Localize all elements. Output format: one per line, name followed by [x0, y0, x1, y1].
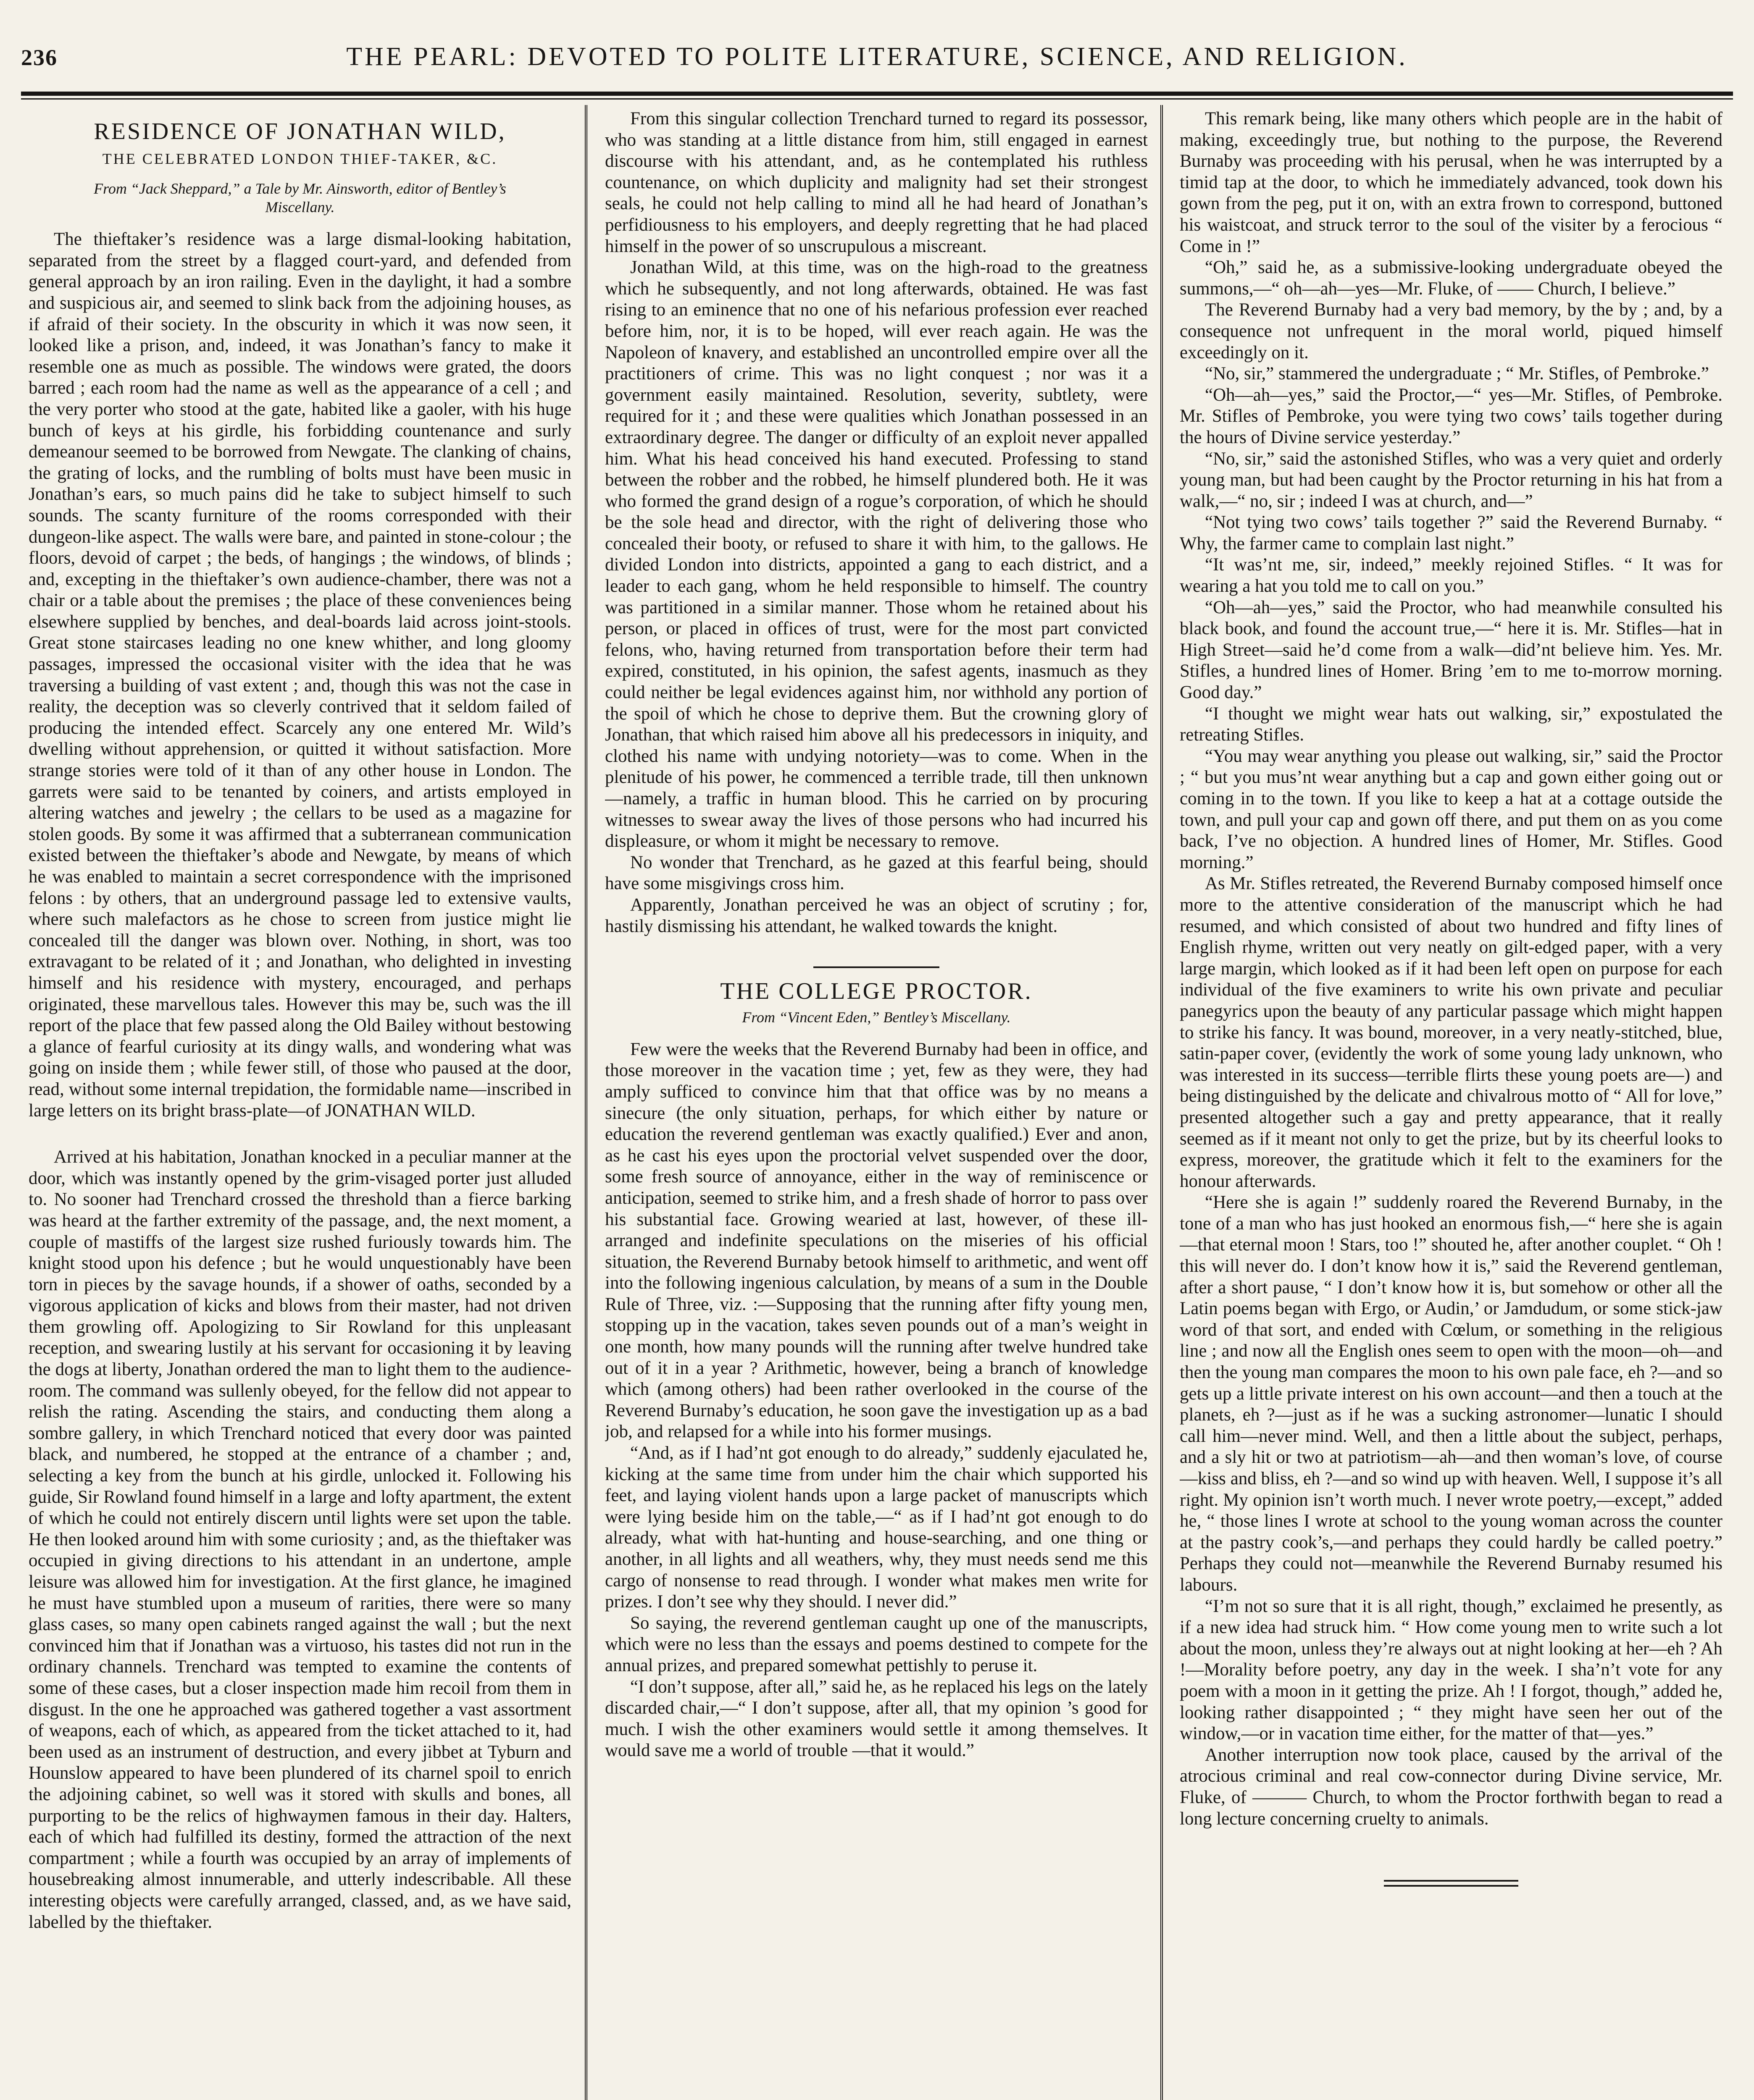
column-3	[1180, 108, 1722, 2100]
column-divider	[1160, 105, 1163, 2100]
paragraph: “Oh—ah—yes,” said the Proctor,—“ yes—Mr. Stifles, of Pembroke. Mr. Stifles of Pembroke, you were tying two cows’ tails together during the hours of Divine service yesterday.”	[1180, 385, 1722, 447]
paragraph: “I thought we might wear hats out walking, sir,” expostulated the retreating Stifles.	[1180, 704, 1722, 745]
paragraph: “I don’t suppose, after all,” said he, as he replaced his legs on the lately discarded chair,—“ I don’t suppose, after all, that my opinion ’s good for much. I wish the other examiners would settle it among themselves. It would save me a world of trouble —that it would.”	[605, 1677, 1148, 1761]
paragraph: “I’m not so sure that it is all right, though,” exclaimed he presently, as if a new idea had struck him. “ How come young men to write such a lot about the moon, unless they’re always out at night looking at her—eh ? Ah !—Morality before poetry, any day in the week. I sha’n’t vote for any poem with a moon in it getting the prize. Ah ! I forgot, though,” added he, looking rather disappointed ; “ they might have seen her out of the window,—or in vacation time either, for the matter of that—yes.”	[1180, 1596, 1722, 1744]
paragraph: The Reverend Burnaby had a very bad memory, by the by ; and, by a consequence not unfrequent in the moral world, piqued himself exceedingly on it.	[1180, 300, 1722, 362]
paragraph: Few were the weeks that the Reverend Burnaby had been in office, and those moreover in the vacation time ; yet, few as they were, they had amply sufficed to convince him that that office was by no means a sinecure (the only situation, perhaps, for which either by nature or education the reverend gentleman was exactly qualified.) Ever and anon, as he cast his eyes upon the proctorial velvet suspended over the door, some fresh source of annoyance, either in the way of reminiscence or anticipation, seemed to strike him, and a fresh shade of horror to pass over his substantial face. Growing wearied at last, however, of these ill-arranged and indefinite speculations on the miseries of his official situation, the Reverend Burnaby betook himself to arithmetic, and went off into the following ingenious calculation, by means of a sum in the Double Rule of Three, viz. :—Supposing that the running after fifty young men, stopping up in the vacation, takes seven pounds out of a man’s weight in one month, how many pounds will the running after twelve hundred take out of it in a year ? Arithmetic, however, being a branch of knowledge which (among others) had been rather overlooked in the course of the Reverend Burnaby’s education, he soon gave the investigation up as a bad job, and relapsed for a while into his former musings.	[605, 1039, 1148, 1442]
column-1	[29, 108, 571, 2100]
paragraph: This remark being, like many others which people are in the habit of making, exceedingly true, but nothing to the purpose, the Reverend Burnaby was proceeding with his perusal, when he was interrupted by a timid tap at the door, to which he immediately advanced, took down his gown from the peg, put it on, with an extra frown to correspond, buttoned his waistcoat, and struck terror to the soul of the visiter by a ferocious “ Come in !”	[1180, 109, 1722, 256]
paragraph: Arrived at his habitation, Jonathan knocked in a peculiar manner at the door, which was instantly opened by the grim-visaged porter just alluded to. No sooner had Trenchard crossed the threshold than a fierce barking was heard at the farther extremity of the passage, and, the next moment, a couple of mastiffs of the largest size rushed furiously towards him. The knight stood upon his defence ; but he would unquestionably have been torn in pieces by the savage hounds, if a shower of oaths, seconded by a vigorous application of kicks and blows from their master, had not driven them growling off. Apologizing to Sir Rowland for this unpleasant reception, and swearing lustily at his servant for occasioning it by leaving the dogs at liberty, Jonathan ordered the man to light them to the audience-room. The command was sullenly obeyed, for the fellow did not appear to relish the rating. Ascending the stairs, and conducting them along a sombre gallery, in which Trenchard noticed that every door was painted black, and numbered, he stopped at the entrance of a chamber ; and, selecting a key from the bunch at his girdle, unlocked it. Following his guide, Sir Rowland found himself in a large and lofty apartment, the extent of which he could not entirely discern until lights were set upon the table. He then looked around him with some curiosity ; and, as the thieftaker was occupied in giving directions to his attendant in an undertone, ample leisure was allowed him for investigation. At the first glance, he imagined he must have stumbled upon a museum of rarities, there were so many glass cases, so many open cabinets ranged against the wall ; but the next convinced him that if Jonathan was a virtuoso, his tastes did not run in the ordinary channels. Trenchard was tempted to examine the contents of some of these cases, but a closer inspection made him recoil from them in disgust. In the one he approached was gathered together a vast assortment of weapons, each of which, as appeared from the ticket attached to it, had been used as an instrument of destruction, and every jibbet at Tyburn and Hounslow appeared to have been plundered of its charnel spoil to enrich the adjoining cabinet, so well was it stored with skulls and bones, all purporting to be the relics of highwaymen famous in their day. Halters, each of which had fulfilled its destiny, formed the attraction of the next compartment ; while a fourth was occupied by an array of implements of housebreaking almost innumerable, and utterly indescribable. All these interesting objects were carefully arranged, classed, and, as we have said, labelled by the thieftaker.	[29, 1147, 571, 1932]
article-subtitle: THE CELEBRATED LONDON THIEF-TAKER, &C.	[102, 150, 498, 167]
page-number: 236	[21, 45, 58, 70]
article-title: RESIDENCE OF JONATHAN WILD,	[94, 118, 506, 144]
paragraph: “Not tying two cows’ tails together ?” said the Reverend Burnaby. “ Why, the farmer came to complain last night.”	[1180, 512, 1722, 554]
paragraph: So saying, the reverend gentleman caught up one of the manuscripts, which were no less than the essays and poems destined to compete for the annual prizes, and prepared somewhat pettishly to peruse it.	[605, 1613, 1148, 1675]
end-rule	[1384, 1880, 1518, 1887]
paragraph: “Oh,” said he, as a submissive-looking undergraduate obeyed the summons,—“ oh—ah—yes—Mr. Fluke, of —— Church, I believe.”	[1180, 257, 1722, 299]
column-2	[605, 108, 1148, 2100]
paragraph: Jonathan Wild, at this time, was on the high-road to the greatness which he subsequently, and not long afterwards, obtained. He was fast rising to an eminence that no one of his nefarious profession ever reached before him, nor, it is to be hoped, will ever reach again. He was the Napoleon of knavery, and established an uncontrolled empire over all the practitioners of crime. This was no light conquest ; nor was it a government easily maintained. Resolution, severity, subtlety, were required for it ; and these were qualities which Jonathan possessed in an extraordinary degree. The danger or difficulty of an exploit never appalled him. What his head conceived his hand executed. Professing to stand between the robber and the robbed, he himself plundered both. He it was who formed the grand design of a rogue’s corporation, of which he should be the sole head and director, with the right of delivering those who concealed their booty, or refused to share it with him, to the gallows. He divided London into districts, appointed a gang to each district, and a leader to each gang, whom he held responsible to himself. The country was partitioned in a similar manner. Those whom he retained about his person, or placed in offices of trust, were for the most part convicted felons, who, having returned from transportation before their term had expired, constituted, in his opinion, the safest agents, inasmuch as they could neither be legal evidences against him, nor withhold any portion of the spoil of which he chose to deprive them. But the crowning glory of Jonathan, that which raised him above all his predecessors in iniquity, and clothed his name with undying notoriety—was to come. When in the plenitude of his power, he commenced a terrible trade, till then unknown—namely, a traffic in human blood. This he carried on by procuring witnesses to swear away the lives of those persons who had incurred his displeasure, or whom it might be necessary to remove.	[605, 257, 1148, 851]
paragraph: Another interruption now took place, caused by the arrival of the atrocious criminal and real cow-connector during Divine service, Mr. Fluke, of ——— Church, to whom the Proctor forthwith began to read a long lecture concerning cruelty to animals.	[1180, 1745, 1722, 1829]
header-rule-thin	[21, 98, 1733, 100]
paragraph: “You may wear anything you please out walking, sir,” said the Proctor ; “ but you mus’nt wear anything but a cap and gown either going out or coming in to the town. If you like to keep a hat at a cottage outside the town, and pull your cap and gown off there, and put them on as you come back, I’ve no objection. A hundred lines of Homer, Mr. Stifles. Good morning.”	[1180, 746, 1722, 872]
running-head: THE PEARL: DEVOTED TO POLITE LITERATURE, SCIENCE, AND RELIGION.	[346, 42, 1408, 71]
paragraph: “Oh—ah—yes,” said the Proctor, who had meanwhile consulted his black book, and found the account true,—“ here it is. Mr. Stifles—hat in High Street—said he’d come from a walk—did’nt believe him. Yes. Mr. Stifles, a hundred lines of Homer. Bring ’em to me to-morrow morning. Good day.”	[1180, 597, 1722, 703]
article-source: From “Jack Sheppard,” a Tale by Mr. Ainsworth, editor of Bentley’s Miscellany.	[94, 180, 506, 216]
paragraph: Apparently, Jonathan perceived he was an object of scrutiny ; for, hastily dismissing his attendant, he walked towards the knight.	[605, 895, 1148, 936]
paragraph: “Here she is again !” suddenly roared the Reverend Burnaby, in the tone of a man who has just hooked an enormous fish,—“ here she is again—that eternal moon ! Stars, too !” shouted he, after another couplet. “ Oh ! this will never do. I don’t know how it is,” said the Reverend gentleman, after a short pause, “ I don’t know how it is, but somehow or other all the Latin poems began with Ergo, or Audin,’ or Jamdudum, or some stick-jaw word of that sort, and ended with Cœlum, or something in the religious line ; and now all the English ones seem to open with the moon—oh—and then the young man compares the moon to his own pale face, eh ?—and so gets up a little private interest on his own account—and then a touch at the planets, eh ?—just as if he was a sucking astronomer—lunatic I should call him—never mind. Well, and then a little about the subject, perhaps, and a sly hit or two at patriotism—ah—and then woman’s love, of course—kiss and bliss, eh ?—and so wind up with heaven. Well, I suppose it’s all right. My opinion isn’t worth much. I never wrote poetry,—except,” added he, “ those lines I wrote at school to the young woman across the counter at the pastry cook’s,—and perhaps they could hardly be called poetry.” Perhaps they could not—meanwhile the Reverend Burnaby resumed his labours.	[1180, 1192, 1722, 1595]
paragraph: As Mr. Stifles retreated, the Reverend Burnaby composed himself once more to the attentive consideration of the manuscript which he had resumed, and which consisted of about two hundred and fifty lines of English rhyme, written out very neatly on gilt-edged paper, with a very large margin, which looked as if it had been left open on purpose for each individual of the five examiners to write his own private and peculiar panegyrics upon the beauty of any particular passage which might happen to strike his fancy. It was bound, moreover, in a very neatly-stitched, blue, satin-paper cover, (evidently the work of some young lady unknown, who was interested in its success—terrible flirts these young poets are—) and being distinguished by the delicate and chivalrous motto of “ All for love,” presented altogether such a gay and pretty appearance, that it really seemed as if it meant not only to get the prize, but by its cheerful looks to express, moreover, the gratitude which it felt to the examiners for the honour afterwards.	[1180, 874, 1722, 1191]
paragraph: From this singular collection Trenchard turned to regard its possessor, who was standing at a little distance from him, still engaged in earnest discourse with his attendant, and, as he contemplated his ruthless countenance, on which duplicity and malignity had set their strongest seals, he could not help calling to mind all he had heard of Jonathan’s perfidiousness to his employers, and deeply regretting that he had placed himself in the power of so unscrupulous a miscreant.	[605, 109, 1148, 256]
section-divider	[813, 966, 939, 968]
column-divider	[585, 105, 587, 2100]
header-rule-thick	[21, 92, 1733, 96]
paragraph: The thieftaker’s residence was a large dismal-looking habitation, separated from the street by a flagged court-yard, and defended from general approach by an iron railing. Even in the daylight, it had a sombre and suspicious air, and seemed to slink back from the adjoining houses, as if afraid of their society. In the obscurity in which it was now seen, it looked like a prison, and, indeed, it was Jonathan’s fancy to make it resemble one as much as possible. The windows were grated, the doors barred ; each room had the name as well as the appearance of a cell ; and the very porter who stood at the gate, habited like a gaoler, with his huge bunch of keys at his girdle, his forbidding countenance and surly demeanour seemed to be borrowed from Newgate. The clanking of chains, the grating of locks, and the rumbling of bolts must have been music in Jonathan’s ears, so much pains did he take to subject himself to such sounds. The scanty furniture of the rooms corresponded with their dungeon-like aspect. The walls were bare, and painted in stone-colour ; the floors, devoid of carpet ; the beds, of hangings ; the windows, of blinds ; and, excepting in the thieftaker’s own audience-chamber, there was not a chair or a table about the premises ; the place of these conveniences being elsewhere supplied by benches, and deal-boards laid across joint-stools. Great stone staircases leading no one knew whither, and long gloomy passages, impressed the occasional visiter with the idea that he was traversing a building of vast extent ; and, though this was not the case in reality, the deception was so cleverly contrived that it seldom failed of producing the intended effect. Scarcely any one entered Mr. Wild’s dwelling without apprehension, or quitted it without satisfaction. More strange stories were told of it than of any other house in London. The garrets were said to be tenanted by coiners, and artists employed in altering watches and jewelry ; the cellars to be used as a magazine for stolen goods. By some it was affirmed that a subterranean communication existed between the thieftaker’s abode and Newgate, by means of which he was enabled to maintain a secret correspondence with the imprisoned felons : by others, that an underground passage led to extensive vaults, where such malefactors as he chose to screen from justice might lie concealed till the danger was blown over. Nothing, in short, was too extravagant to be related of it ; and Jonathan, who delighted in investing himself and his residence with mystery, encouraged, and perhaps originated, these marvellous tales. However this may be, such was the ill report of the place that few passed along the Old Bailey without bestowing a glance of fearful curiosity at its dingy walls, and wondering what was going on inside them ; while fewer still, of those who paused at the door, read, without some internal trepidation, the formidable name—inscribed in large letters on its bright brass-plate—of JONATHAN WILD.	[29, 229, 571, 1121]
paragraph: “No, sir,” said the astonished Stifles, who was a very quiet and orderly young man, but had been caught by the Proctor returning in his hat from a walk,—“ no, sir ; indeed I was at church, and—”	[1180, 449, 1722, 511]
paragraph: “It was’nt me, sir, indeed,” meekly rejoined Stifles. “ It was for wearing a hat you told me to call on you.”	[1180, 555, 1722, 596]
article-title: THE COLLEGE PROCTOR.	[720, 978, 1033, 1005]
paragraph: No wonder that Trenchard, as he gazed at this fearful being, should have some misgivings cross him.	[605, 852, 1148, 894]
article-source: From “Vincent Eden,” Bentley’s Miscellany.	[742, 1008, 1011, 1026]
paragraph: “No, sir,” stammered the undergraduate ; “ Mr. Stifles, of Pembroke.”	[1205, 364, 1709, 384]
masthead	[21, 40, 1733, 91]
paragraph: “And, as if I had’nt got enough to do already,” suddenly ejaculated he, kicking at the same time from under him the chair which supported his feet, and laying violent hands upon a large packet of manuscripts which were lying beside him on the table,—“ as if I had’nt got enough to do already, what with hat-hunting and house-searching, and one thing or another, in all lights and all weathers, why, they must needs send me this cargo of nonsense to read through. I wonder what makes men write for prizes. I don’t see why they should. I never did.”	[605, 1443, 1148, 1612]
